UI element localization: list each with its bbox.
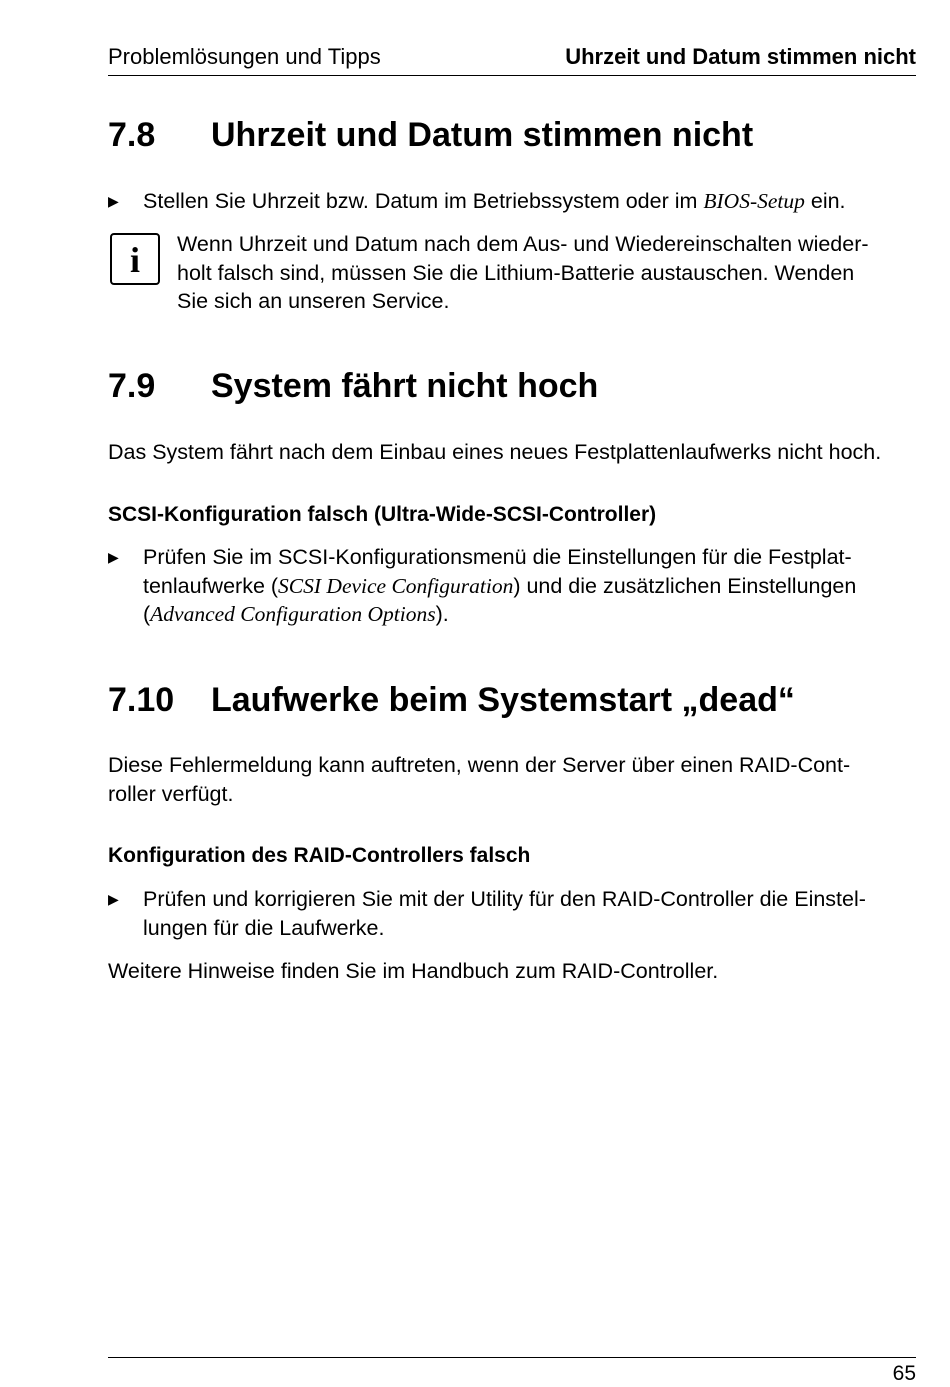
section-intro [108, 751, 918, 808]
section-title: Uhrzeit und Datum stimmen nicht [211, 116, 754, 154]
bullet-triangle-icon: ▶ [108, 193, 119, 209]
advanced-configuration-options-term: Advanced Configuration Options [150, 602, 436, 626]
info-note [177, 230, 919, 316]
scsi-device-configuration-term: SCSI Device Configuration [278, 573, 514, 598]
closing-paragraph: Weitere Hinweise finden Sie im Handbuch zum RAID-Controller. [108, 959, 719, 983]
header-rule [108, 75, 916, 76]
section-heading-7-8 [108, 114, 753, 156]
running-header-chapter: Problemlösungen und Tipps [108, 44, 381, 69]
section-heading-7-10 [108, 679, 795, 721]
subheading-scsi: SCSI-Konfiguration falsch (Ultra-Wide-SCSI-Controller) [108, 503, 657, 526]
section-heading-7-9 [108, 365, 598, 407]
bullet-triangle-icon: ▶ [108, 891, 119, 907]
bullet-line-end: ) und die zusätzlichen Einstellungen [513, 573, 857, 598]
bullet-item [108, 885, 918, 942]
intro-line: Diese Fehlermeldung kann auftreten, wenn der Server über einen RAID-Cont- [108, 753, 851, 777]
bullet-item [108, 187, 918, 216]
section-title: Laufwerke beim Systemstart „dead“ [211, 681, 795, 719]
note-line: Wenn Uhrzeit und Datum nach dem Aus- und Wiedereinschalten wieder- [177, 232, 869, 256]
section-intro: Das System fährt nach dem Einbau eines neues Festplattenlaufwerks nicht hoch. [108, 440, 882, 464]
intro-line: roller verfügt. [108, 781, 234, 806]
subheading-raid: Konfiguration des RAID-Controllers falsch [108, 844, 531, 867]
section-number: 7.10 [108, 681, 175, 719]
section-number: 7.8 [108, 116, 156, 154]
bullet-line: Prüfen Sie im SCSI-Konfigurationsmenü die Einstellungen für die Festplat- [143, 545, 852, 569]
bullet-item [108, 543, 918, 629]
section-title: System fährt nicht hoch [211, 367, 599, 405]
note-line: Sie sich an unseren Service. [177, 289, 450, 313]
bullet-line: lungen für die Laufwerke. [143, 915, 385, 940]
bullet-triangle-icon: ▶ [108, 549, 119, 565]
page-number: 65 [892, 1362, 916, 1385]
footer-rule [108, 1357, 916, 1358]
bullet-line-start: tenlaufwerke ( [143, 573, 279, 598]
running-header-section: Uhrzeit und Datum stimmen nicht [565, 44, 916, 69]
note-line: holt falsch sind, müssen Sie die Lithium-Batterie austauschen. Wenden [177, 260, 855, 285]
bios-setup-term: BIOS-Setup [703, 189, 805, 213]
section-number: 7.9 [108, 367, 156, 405]
bullet-text: Stellen Sie Uhrzeit bzw. Datum im Betriebssystem oder im [143, 189, 704, 213]
bullet-text-end: ein. [804, 189, 846, 213]
bullet-line: Prüfen und korrigieren Sie mit der Utility für den RAID-Controller die Einstel- [143, 887, 866, 911]
bullet-line-start: ( [143, 602, 151, 626]
bullet-line-end: ). [435, 602, 449, 626]
info-icon: i [110, 233, 160, 285]
